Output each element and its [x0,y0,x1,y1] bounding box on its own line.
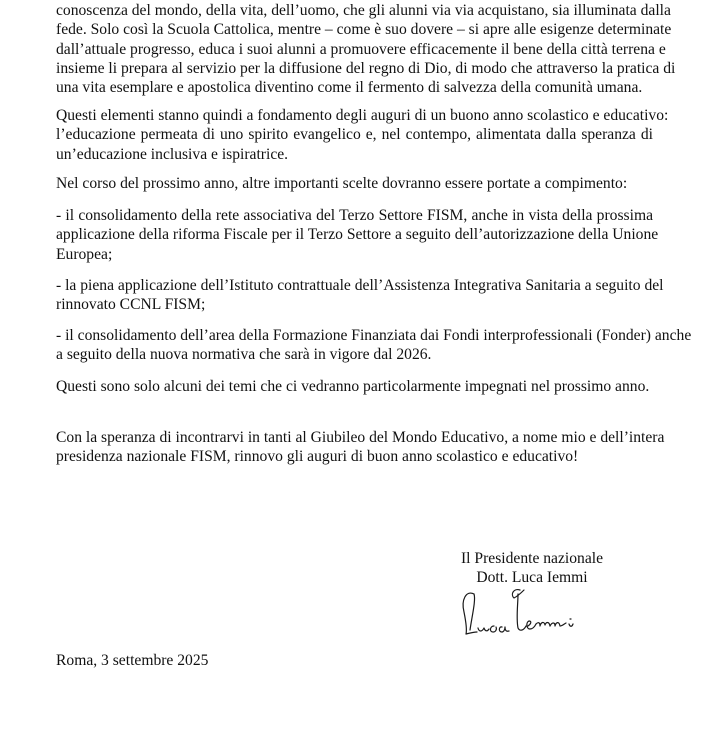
body-paragraph-2 [56,106,669,164]
body-paragraph-3 [56,174,653,193]
paragraph-line: a seguito della nuova normativa che sarà in vigore dal 2026. [56,346,432,364]
body-paragraph-4 [56,206,659,264]
paragraph-line: Con la speranza di incontrarvi in tanti al Giubileo del Mondo Educativo, a nome mio e dell’intera [56,429,665,446]
body-paragraph-1 [56,1,676,97]
paragraph-line: rinnovato CCNL FISM; [56,296,206,314]
paragraph-line: - il consolidamento dell’area della Formazione Finanziata dai Fondi interprofessionali (Fonder) anche [56,327,692,344]
paragraph-line: - la piena applicazione dell’Istituto contrattuale dell’Assistenza Integrativa Sanitaria a seguito del [56,277,664,294]
paragraph-line: Questi sono solo alcuni dei temi che ci vedranno particolarmente impegnati nel prossimo anno. [56,378,650,395]
paragraph-line: conoscenza del mondo, della vita, dell’uomo, che gli alunni via via acquistano, sia illuminata dalla [56,2,671,19]
paragraph-line: insieme li prepara al servizio per la diffusione del regno di Dio, di modo che attraverso la pratica di [56,59,676,77]
paragraph-line: un’educazione inclusiva e ispiratrice. [56,145,289,163]
paragraph-line: applicazione della riforma Fiscale per il Terzo Settore a seguito dell’autorizzazione della Unione [56,226,659,244]
paragraph-line: Questi elementi stanno quindi a fondamento degli auguri di un buono anno scolastico e educativo: [56,107,669,124]
paragraph-line: presidenza nazionale FISM, rinnovo gli auguri di buon anno scolastico e educativo! [56,448,579,466]
paragraph-line: l’educazione permeata di uno spirito evangelico e, nel contempo, alimentata dalla speranza di [56,126,653,144]
letter-date: Roma, 3 settembre 2025 [56,652,209,669]
handwritten-signature-icon [458,586,588,640]
body-paragraph-5 [56,276,664,315]
paragraph-line: Nel corso del prossimo anno, altre importanti scelte dovranno essere portate a compimento: [56,175,628,192]
paragraph-line: - il consolidamento della rete associativa del Terzo Settore FISM, anche in vista della prossima [56,207,653,224]
paragraph-line: dall’attuale progresso, educa i suoi alunni a promuovere efficacemente il bene della città terrena e [56,40,666,58]
body-paragraph-7 [56,377,653,396]
paragraph-line: fede. Solo così la Scuola Cattolica, mentre – come è suo dovere – si apre alle esigenze determinate [56,21,672,39]
signatory-name: Dott. Luca Iemmi [476,568,588,586]
signatory-role: Il Presidente nazionale [460,550,604,567]
body-paragraph-6 [56,326,692,365]
paragraph-line: una vita esemplare e apostolica diventino come il fermento di salvezza della comunità umana. [56,79,643,97]
paragraph-line: Europea; [56,245,113,263]
signatory-block [452,550,612,587]
closing-paragraph [56,428,665,467]
